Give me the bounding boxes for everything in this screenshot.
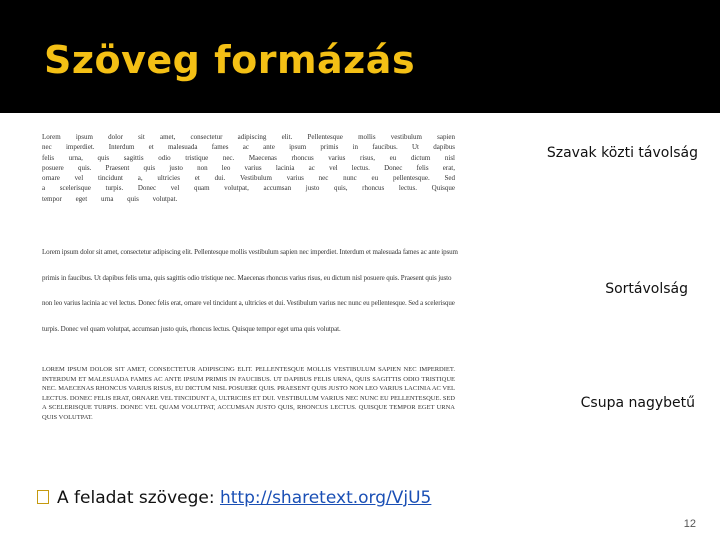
line-spacing-label: Sortávolság bbox=[605, 281, 688, 297]
title-bar bbox=[0, 0, 720, 113]
task-footer bbox=[37, 488, 431, 508]
slide-title: Szöveg formázás bbox=[44, 38, 416, 82]
all-caps-paragraph: LOREM IPSUM DOLOR SIT AMET, CONSECTETUR ADIPISCING ELIT. PELLENTESQUE MOLLIS VESTIBULUM SAPIEN NEC IMPERDIET. INTERDUM ET MALESUADA FAMES AC ANTE IPSUM PRIMIS IN FAUCIBUS. UT DAPIBUS FELIS URNA, QUIS SAGITTIS ODIO TRISTIQUE NEC. MAECENAS RHONCUS VARIUS RISUS, EU DICTUM NISL POSUERE QUIS. PRAESENT QUIS JUSTO NON LEO VARIUS LACINIA AC VEL LECTUS. DONEC FELIS ERAT, ORNARE VEL TINCIDUNT A, ULTRICIES ET DUI. VESTIBULUM VARIUS NEC NUNC EU PELLENTESQUE. SED A SCELERISQUE TURPIS. DONEC VEL QUAM VOLUTPAT, ACCUMSAN JUSTO QUIS, RHONCUS LECTUS. QUISQUE TEMPOR EGET URNA QUIS VOLUTPAT. bbox=[42, 366, 455, 421]
line-spacing-paragraph: Lorem ipsum dolor sit amet, consectetur adipiscing elit. Pellentesque mollis vestibulum sapien nec imperdiet. Interdum et malesuada fames ac ante ipsum primis in faucibus. Ut dapibus felis urna, quis sagittis odio tristique nec. Maecenas rhoncus varius risus, eu dictum nisl posuere quis. Praesent quis justo non leo varius lacinia ac vel lectus. Donec felis erat, ornare vel tincidunt a, ultricies et dui. Vestibulum varius nec nunc eu pellentesque. Sed a scelerisque turpis. Donec vel quam volutpat, accumsan justo quis, rhoncus lectus. Quisque tempor eget urna quis volutpat. bbox=[42, 248, 458, 333]
task-link[interactable]: http://sharetext.org/VjU5 bbox=[219, 488, 432, 508]
sample-text-image bbox=[37, 128, 462, 463]
square-bullet-icon bbox=[37, 490, 49, 504]
word-spacing-label: Szavak közti távolság bbox=[546, 145, 698, 161]
page-number: 12 bbox=[683, 518, 696, 530]
all-caps-label: Csupa nagybetű bbox=[580, 395, 695, 411]
task-label: A feladat szövege: bbox=[57, 488, 220, 508]
word-spacing-paragraph: Lorem ipsum dolor sit amet, consectetur adipiscing elit. Pellentesque mollis vestibulum sapien nec imperdiet. Interdum et malesuada fames ac ante ipsum primis in faucibus. Ut dapibus felis urna, quis sagittis odio tristique nec. Maecenas rhoncus varius risus, eu dictum nisl posuere quis. Praesent quis justo non leo varius lacinia ac vel lectus. Donec felis erat, ornare vel tincidunt a, ultricies et dui. Vestibulum varius nec nunc eu pellentesque. Sed a scelerisque turpis. Donec vel quam volutpat, accumsan justo quis, rhoncus lectus. Quisque tempor eget urna quis volutpat. bbox=[42, 133, 455, 203]
